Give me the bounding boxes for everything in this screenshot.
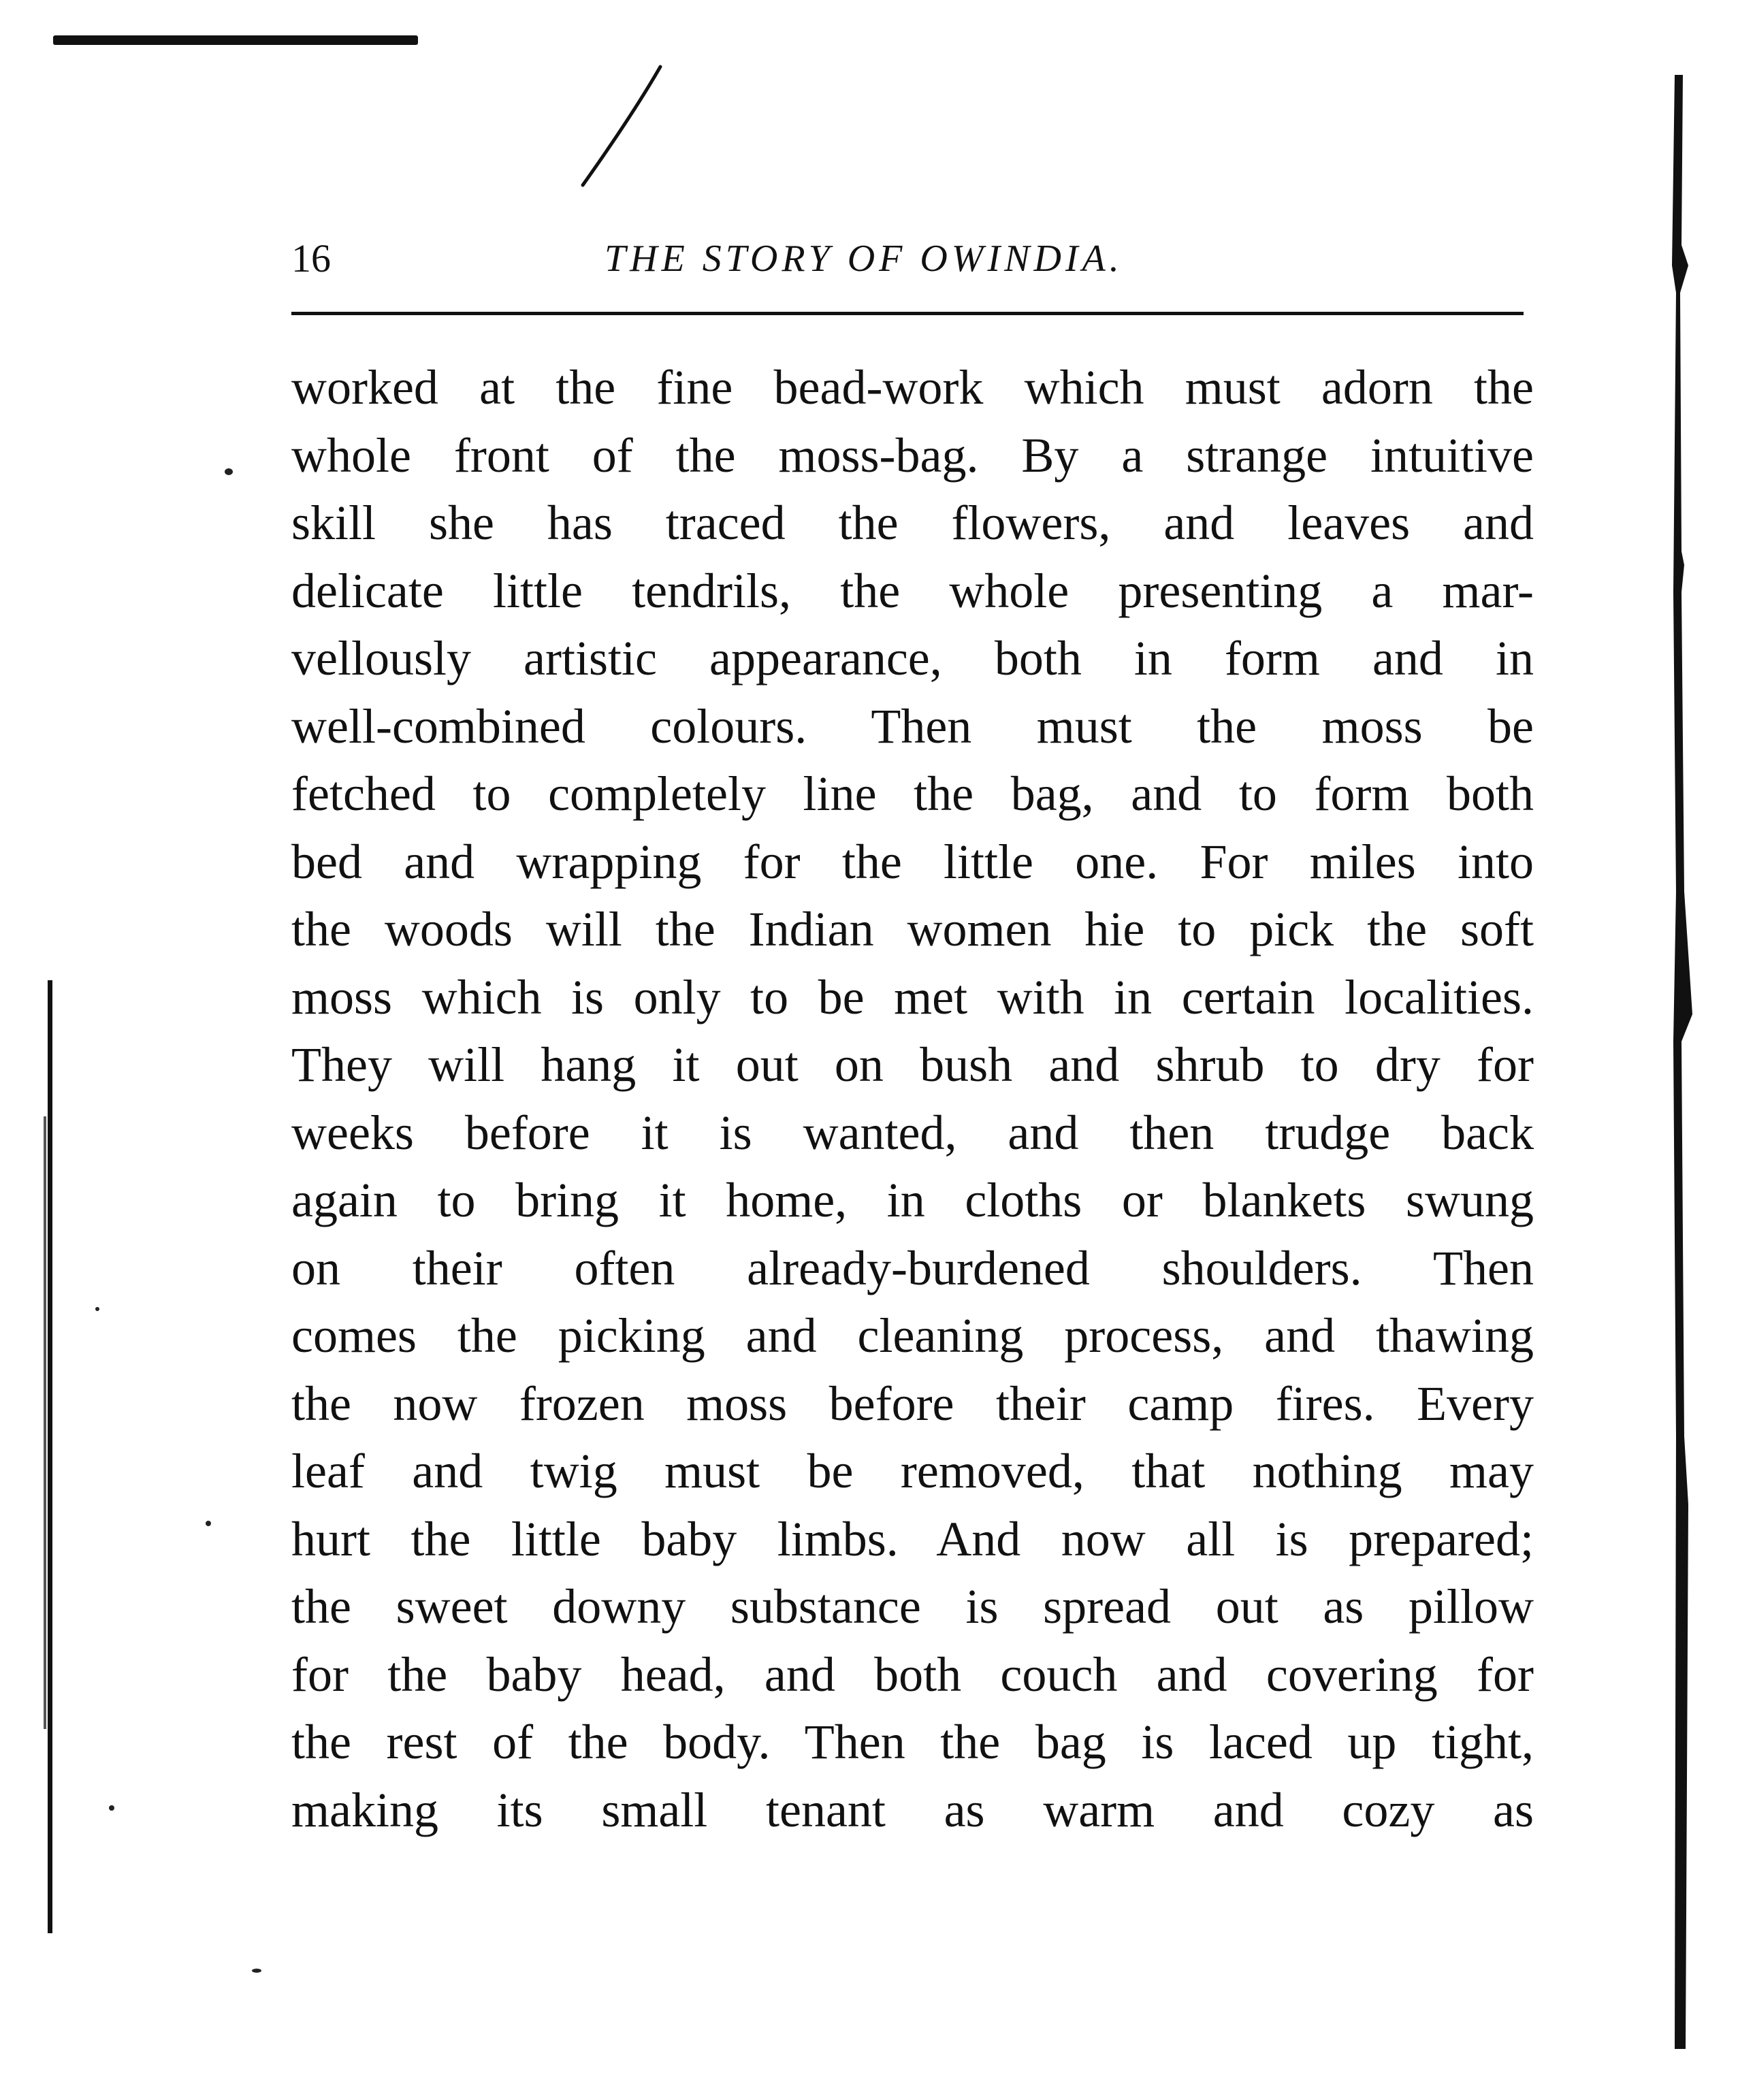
text-line: skill she has traced the flowers, and leaves and (291, 496, 1534, 550)
text-line: the now frozen moss before their camp fires. Every (291, 1376, 1534, 1431)
pencil-stroke-mark (565, 61, 688, 191)
text-line: moss which is only to be met with in certain localities. (291, 969, 1534, 1024)
text-line: on their often already-burdened shoulders. Then (291, 1240, 1534, 1295)
text-line: the rest of the body. Then the bag is laced up tight, (291, 1715, 1534, 1769)
page-number: 16 (291, 236, 331, 280)
scan-speck (109, 1805, 114, 1811)
right-scan-edge (1661, 75, 1709, 2063)
text-line: bed and wrapping for the little one. For miles into (291, 834, 1534, 889)
text-line: delicate little tendrils, the whole presenting a mar- (291, 563, 1534, 618)
text-line: worked at the fine bead-work which must adorn the (291, 360, 1534, 415)
text-line: fetched to completely line the bag, and to form both (291, 766, 1534, 821)
scan-speck (252, 1969, 261, 1973)
header-rule (291, 312, 1524, 315)
scan-edge-bar (53, 35, 418, 45)
scan-speck (206, 1521, 211, 1526)
text-line: comes the picking and cleaning process, and thawing (291, 1308, 1534, 1363)
text-line: for the baby head, and both couch and covering for (291, 1647, 1534, 1702)
text-line: weeks before it is wanted, and then trudge back (291, 1105, 1534, 1160)
body-paragraph (291, 354, 1534, 1844)
running-title: THE STORY OF OWINDIA. (605, 238, 1123, 280)
text-line: well-combined colours. Then must the moss be (291, 698, 1534, 754)
text-line: They will hang it out on bush and shrub to dry for (291, 1037, 1534, 1092)
text-line: vellously artistic appearance, both in form and in (291, 631, 1534, 685)
text-line: whole front of the moss-bag. By a strange intuitive (291, 427, 1534, 483)
text-line: leaf and twig must be removed, that nothing may (291, 1444, 1534, 1498)
scan-speck (95, 1307, 99, 1311)
text-line: making its small tenant as warm and cozy as (291, 1782, 1534, 1837)
scan-speck (225, 468, 233, 475)
text-line: hurt the little baby limbs. And now all is prepared; (291, 1511, 1534, 1566)
left-scan-edge (41, 980, 68, 1947)
running-head (291, 231, 1524, 286)
text-line: again to bring it home, in cloths or blankets swung (291, 1173, 1534, 1227)
text-line: the sweet downy substance is spread out as pillow (291, 1579, 1534, 1634)
text-line: the woods will the Indian women hie to pick the soft (291, 902, 1534, 956)
